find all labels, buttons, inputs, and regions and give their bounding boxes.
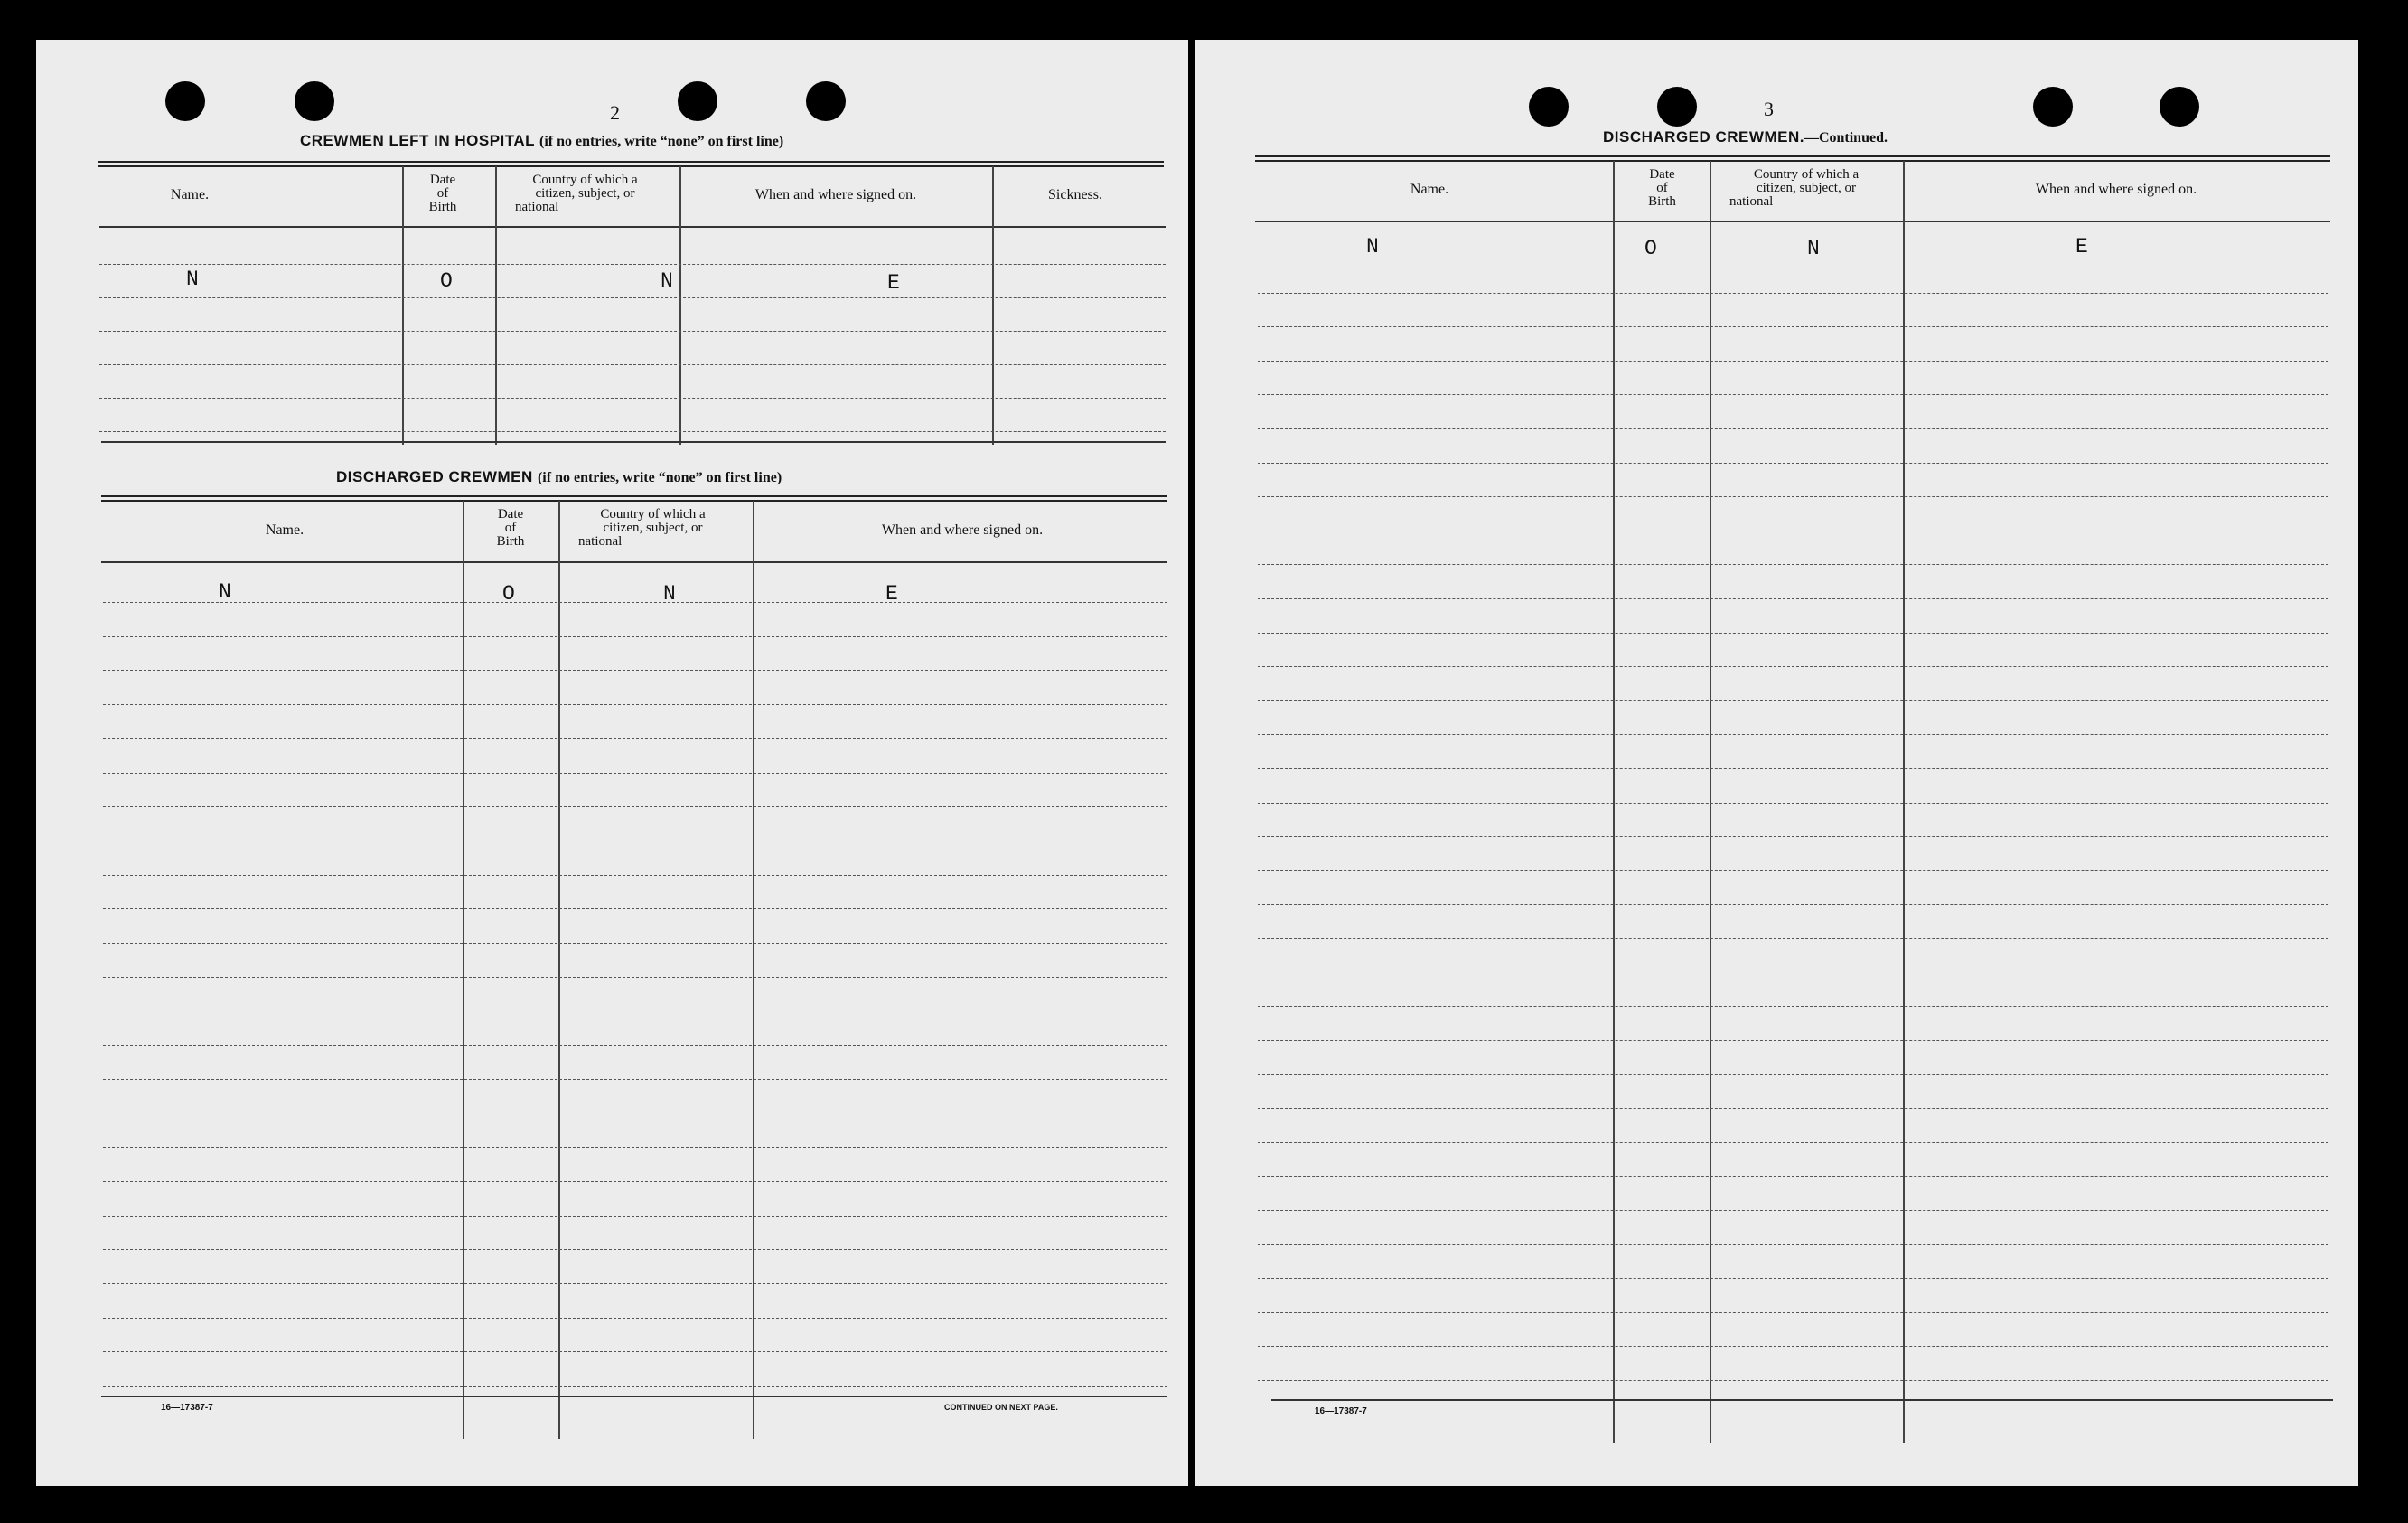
- ruled-line: [99, 264, 1166, 265]
- ruled-line: [1258, 1312, 2328, 1313]
- hospital-header-rule: [99, 226, 1166, 228]
- ruled-line: [1258, 1074, 2328, 1075]
- dob-line: Birth: [1648, 194, 1676, 209]
- column-divider: [495, 166, 497, 445]
- country-line: citizen, subject, or: [603, 521, 703, 535]
- ruled-line: [1258, 1040, 2328, 1041]
- ruled-line: [1258, 938, 2328, 939]
- ruled-line: [103, 636, 1167, 637]
- ruled-line: [1258, 768, 2328, 769]
- ruled-line: [1258, 1108, 2328, 1109]
- right-header-when-where: When and where signed on.: [2035, 182, 2197, 197]
- discharged-section-title: [336, 468, 782, 486]
- continued-note: CONTINUED ON NEXT PAGE.: [944, 1403, 1058, 1412]
- right-header-dob: [1615, 168, 1710, 209]
- country-line: Country of which a: [600, 507, 706, 522]
- continued-title-text: DISCHARGED CREWMEN.: [1603, 128, 1804, 146]
- typed-entry: O: [1644, 237, 1657, 260]
- ruled-line: [103, 738, 1167, 739]
- ruled-line: [1258, 293, 2328, 294]
- form-number: 16—17387-7: [161, 1403, 213, 1413]
- right-header-country: [1711, 168, 1901, 209]
- ruled-line: [103, 806, 1167, 807]
- ruled-line: [1258, 361, 2328, 362]
- country-line: national: [515, 200, 559, 214]
- column-divider: [679, 166, 681, 445]
- punch-hole: [295, 81, 334, 121]
- discharged-continued-title: [1603, 128, 1888, 146]
- ruled-line: [1258, 666, 2328, 667]
- hospital-header-name: Name.: [170, 187, 210, 202]
- ruled-line: [1258, 1346, 2328, 1347]
- column-divider: [558, 501, 560, 1439]
- country-line: national: [578, 534, 623, 549]
- discharged-title-note: (if no entries, write “none” on first line): [537, 470, 782, 485]
- ruled-line: [1258, 598, 2328, 599]
- ruled-line: [103, 602, 1167, 603]
- ruled-line: [99, 364, 1166, 365]
- typed-entry: N: [1807, 237, 1820, 260]
- ruled-line: [103, 977, 1167, 978]
- ruled-line: [103, 1079, 1167, 1080]
- column-divider: [463, 501, 464, 1439]
- hospital-header-country: [497, 174, 673, 214]
- dob-line: Date: [497, 507, 524, 522]
- ruled-line: [1258, 564, 2328, 565]
- ruled-line: [103, 704, 1167, 705]
- continued-title-suffix: —Continued.: [1804, 130, 1888, 146]
- ruled-line: [103, 1318, 1167, 1319]
- ruled-line: [1258, 700, 2328, 701]
- hospital-section-title: [300, 132, 783, 150]
- ruled-line: [103, 1181, 1167, 1182]
- punch-hole: [165, 81, 205, 121]
- ruled-line: [103, 1386, 1167, 1387]
- hospital-bottom-rule: [101, 441, 1166, 443]
- ruled-line: [1258, 463, 2328, 464]
- column-divider: [992, 166, 994, 445]
- ruled-line: [99, 398, 1166, 399]
- ruled-line: [99, 431, 1166, 432]
- ruled-line: [99, 331, 1166, 332]
- ruled-line: [1258, 1244, 2328, 1245]
- ruled-line: [103, 670, 1167, 671]
- column-divider: [402, 166, 404, 445]
- typed-entry: O: [502, 582, 515, 606]
- country-line: citizen, subject, or: [535, 186, 635, 201]
- ruled-line: [103, 1249, 1167, 1250]
- page-number: 2: [610, 101, 620, 124]
- discharged-top-rule: [101, 495, 1167, 502]
- right-page: [1195, 40, 2358, 1486]
- ruled-line: [1258, 496, 2328, 497]
- punch-hole: [1657, 87, 1697, 127]
- typed-entry: E: [885, 582, 898, 606]
- discharged-header-when-where: When and where signed on.: [881, 522, 1044, 538]
- discharged-header-country: [560, 508, 745, 549]
- discharged-bottom-rule: [101, 1396, 1167, 1397]
- dob-line: Birth: [496, 534, 525, 549]
- ruled-line: [1258, 836, 2328, 837]
- punch-hole: [678, 81, 717, 121]
- discharged-header-rule: [101, 561, 1167, 563]
- typed-entry: N: [219, 580, 231, 604]
- page-number: 3: [1764, 98, 1774, 120]
- typed-entry: N: [186, 268, 199, 291]
- discharged-title-text: DISCHARGED CREWMEN: [336, 468, 533, 485]
- ruled-line: [1258, 1142, 2328, 1143]
- ruled-line: [103, 1045, 1167, 1046]
- ruled-line: [103, 1283, 1167, 1284]
- left-page: [36, 40, 1188, 1486]
- ruled-line: [1258, 734, 2328, 735]
- dob-line: of: [436, 186, 449, 201]
- ruled-line: [1258, 1176, 2328, 1177]
- hospital-title-text: CREWMEN LEFT IN HOSPITAL: [300, 132, 535, 149]
- typed-entry: N: [1366, 235, 1379, 259]
- hospital-header-when-where: When and where signed on.: [754, 187, 917, 202]
- right-top-rule: [1255, 155, 2330, 162]
- column-divider: [753, 501, 754, 1439]
- hospital-header-sickness: Sickness.: [1048, 187, 1102, 202]
- ruled-line: [1258, 326, 2328, 327]
- hospital-top-rule: [98, 161, 1164, 167]
- country-line: citizen, subject, or: [1757, 181, 1856, 195]
- ruled-line: [103, 773, 1167, 774]
- punch-hole: [806, 81, 846, 121]
- ruled-line: [99, 297, 1166, 298]
- ruled-line: [1258, 428, 2328, 429]
- dob-line: Date: [429, 173, 456, 187]
- ruled-line: [103, 1351, 1167, 1352]
- hospital-title-note: (if no entries, write “none” on first line): [539, 134, 784, 149]
- discharged-header-dob: [465, 508, 556, 549]
- ruled-line: [1258, 870, 2328, 871]
- punch-hole: [1529, 87, 1569, 127]
- right-bottom-rule: [1271, 1399, 2333, 1401]
- ruled-line: [1258, 394, 2328, 395]
- punch-hole: [2033, 87, 2073, 127]
- dob-line: Date: [1649, 167, 1675, 182]
- ruled-line: [103, 943, 1167, 944]
- typed-entry: E: [2075, 235, 2088, 259]
- dob-line: of: [1656, 181, 1668, 195]
- ruled-line: [1258, 1278, 2328, 1279]
- ruled-line: [1258, 1006, 2328, 1007]
- country-line: Country of which a: [532, 173, 638, 187]
- form-number: 16—17387-7: [1315, 1406, 1367, 1416]
- dob-line: of: [504, 521, 517, 535]
- country-line: Country of which a: [1753, 167, 1860, 182]
- country-line: national: [1729, 194, 1774, 209]
- typed-entry: N: [661, 269, 673, 293]
- punch-hole: [2160, 87, 2199, 127]
- right-header-rule: [1255, 221, 2330, 222]
- ruled-line: [1258, 904, 2328, 905]
- ruled-line: [1258, 633, 2328, 634]
- typed-entry: N: [663, 582, 676, 606]
- ruled-line: [103, 1216, 1167, 1217]
- ruled-line: [103, 1147, 1167, 1148]
- typed-entry: E: [887, 271, 900, 295]
- typed-entry: O: [440, 269, 453, 293]
- ruled-line: [1258, 1380, 2328, 1381]
- ruled-line: [1258, 803, 2328, 804]
- ruled-line: [103, 908, 1167, 909]
- hospital-header-dob: [402, 174, 483, 214]
- ruled-line: [103, 875, 1167, 876]
- dob-line: Birth: [428, 200, 457, 214]
- ruled-line: [1258, 1210, 2328, 1211]
- discharged-header-name: Name.: [265, 522, 305, 538]
- right-header-name: Name.: [1410, 182, 1449, 197]
